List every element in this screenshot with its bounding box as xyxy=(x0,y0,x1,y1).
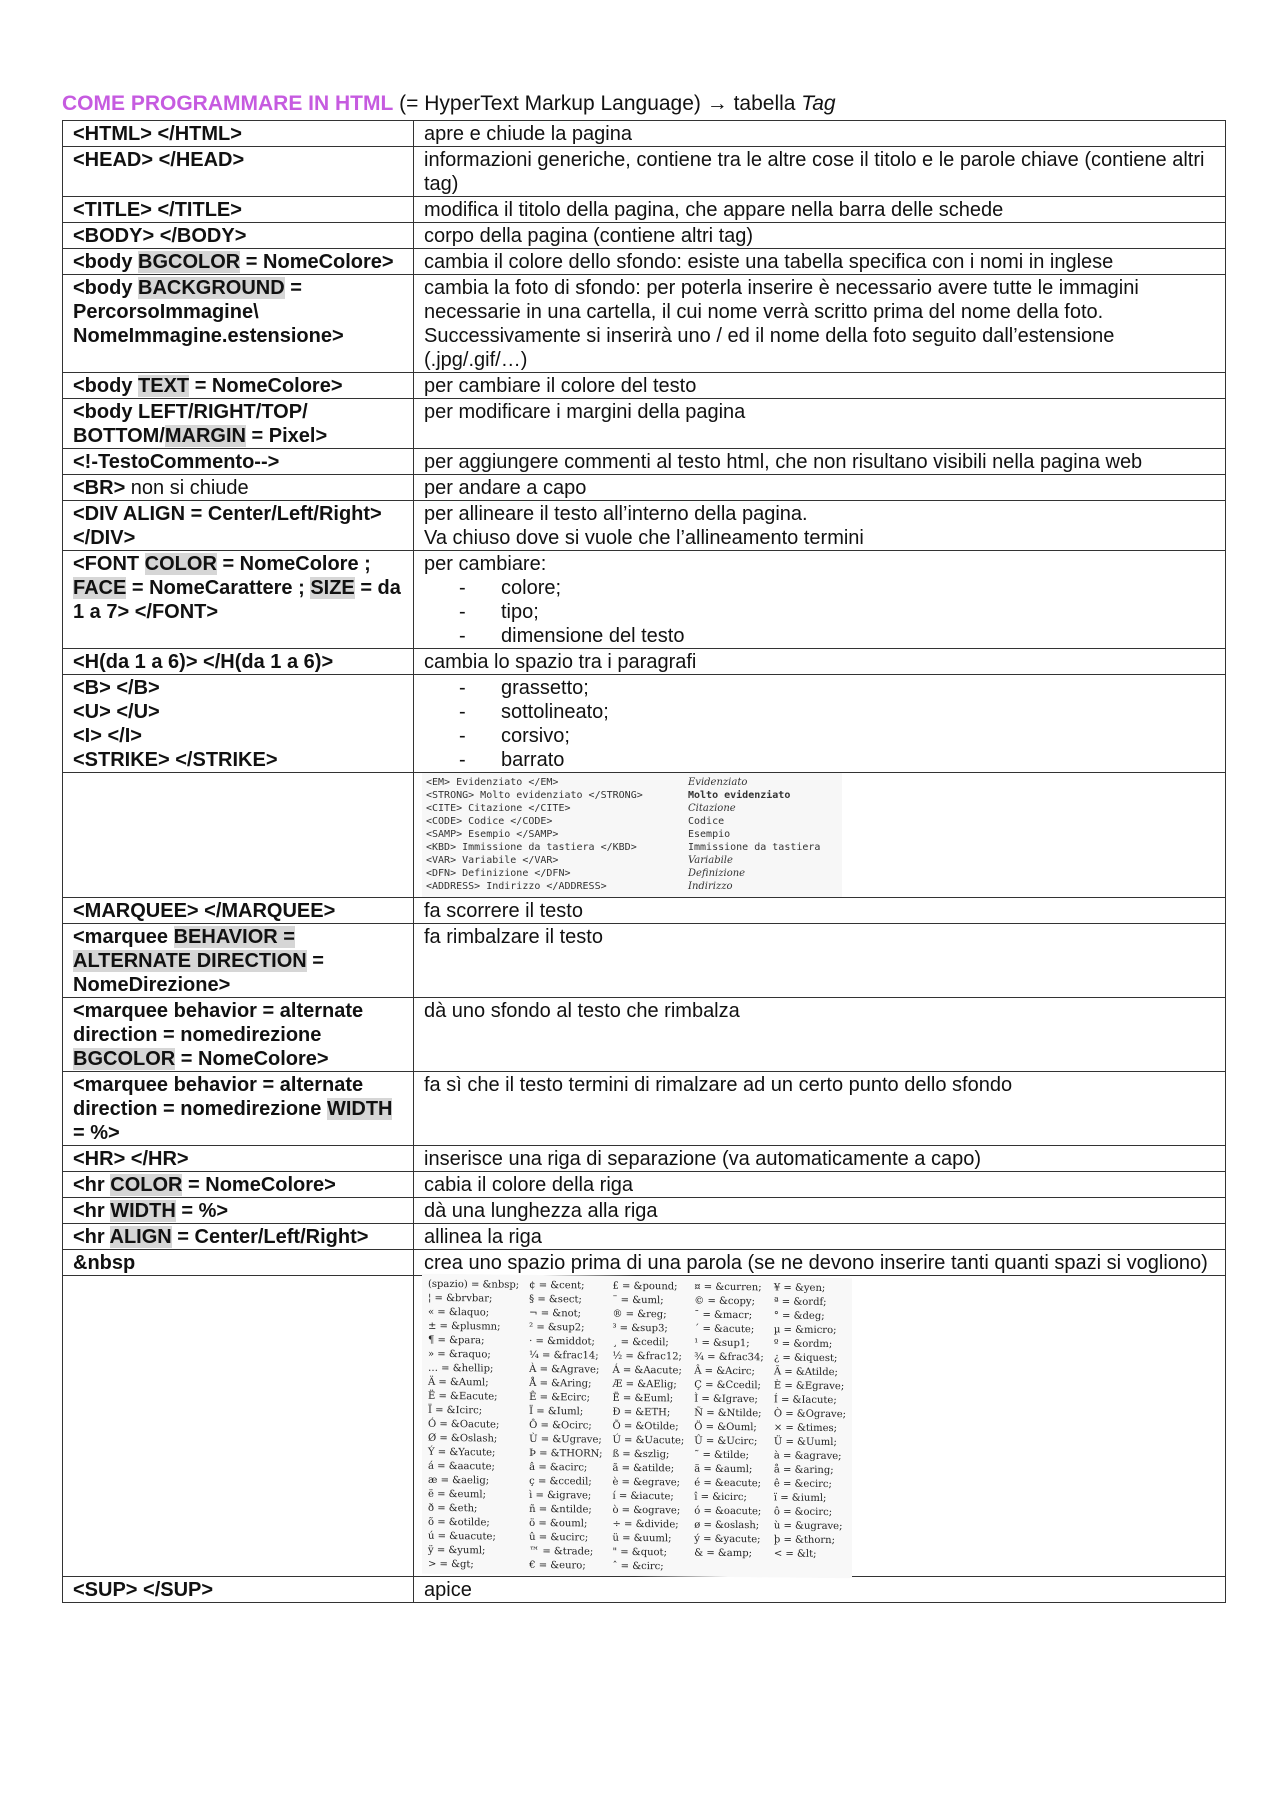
entity-line: ô = &ocirc; xyxy=(773,1506,833,1519)
entity-line: ² = &sup2; xyxy=(529,1321,585,1334)
table-row xyxy=(63,373,1226,399)
highlighted-attribute: COLOR xyxy=(110,1174,183,1196)
entity-column xyxy=(529,1279,602,1572)
table-row xyxy=(63,773,1226,898)
tag-part: <body xyxy=(73,277,139,299)
table-row xyxy=(63,475,1226,501)
entity-line: þ = &thorn; xyxy=(773,1534,835,1547)
tag-cell xyxy=(63,1276,414,1577)
entity-line: Ø = &Oslash; xyxy=(428,1432,498,1445)
tag-cell xyxy=(63,1072,414,1146)
entity-line: … = &hellip; xyxy=(428,1362,494,1375)
entity-column xyxy=(428,1278,519,1571)
entity-line: Å = &Aring; xyxy=(529,1377,592,1390)
entity-line: Á = &Aacute; xyxy=(612,1364,682,1377)
desc-cell: inserisce una riga di separazione (va automaticamente a capo) xyxy=(414,1146,1226,1172)
code-line: <ADDRESS> Indirizzo </ADDRESS> xyxy=(426,881,607,892)
desc-cell: cambia lo spazio tra i paragrafi xyxy=(414,649,1226,675)
entity-line: × = &times; xyxy=(773,1422,838,1435)
entity-line: ´ = &acute; xyxy=(694,1323,755,1336)
list-item: - grassetto; xyxy=(459,676,1215,700)
code-line: <CITE> Citazione </CITE> xyxy=(426,803,571,814)
highlighted-attribute: TEXT xyxy=(138,375,190,397)
entity-line: ª = &ordf; xyxy=(773,1296,827,1308)
list-item: - barrato xyxy=(459,748,1215,772)
entity-line: Þ = &THORN; xyxy=(529,1447,603,1460)
tag-line: <B> </B> xyxy=(73,677,160,699)
table-row xyxy=(63,1072,1226,1146)
entity-line: µ = &micro; xyxy=(773,1324,837,1337)
table-row xyxy=(63,449,1226,475)
document-page xyxy=(62,90,1226,1603)
entity-line: ¼ = &frac14; xyxy=(529,1349,599,1362)
tag-cell xyxy=(63,1224,414,1250)
entity-line: è = &egrave; xyxy=(612,1476,681,1489)
highlighted-attribute: BACKGROUND xyxy=(138,277,285,299)
table-row xyxy=(63,1146,1226,1172)
desc-cell: apre e chiude la pagina xyxy=(414,121,1226,147)
entity-line: Ý = &Yacute; xyxy=(428,1446,496,1459)
entity-line: Ï = &Icirc; xyxy=(428,1404,483,1417)
entity-line: À = &Agrave; xyxy=(529,1363,600,1376)
title-italic: Tag xyxy=(801,92,836,115)
entity-line: " = &quot; xyxy=(612,1546,667,1559)
entity-line: ý = &yacute; xyxy=(694,1533,761,1546)
dash-list xyxy=(424,576,1215,648)
table-row xyxy=(63,121,1226,147)
tag-part: = NomeColore> xyxy=(182,1174,336,1196)
tag-part: = NomeCarattere ; xyxy=(126,577,311,599)
tag-line: <U> </U> xyxy=(73,701,160,723)
entity-line: ø = &oslash; xyxy=(694,1519,760,1532)
entity-line: Õ = &Otilde; xyxy=(612,1420,679,1433)
tag-part: = %> xyxy=(175,1200,229,1222)
tag-cell xyxy=(63,249,414,275)
entity-line: ° = &deg; xyxy=(773,1310,825,1322)
table-row xyxy=(63,275,1226,373)
desc-cell: per modificare i margini della pagina xyxy=(414,399,1226,449)
tag-part: = NomeDirezione> xyxy=(73,950,324,996)
tag-part: = PercorsoImmagine\ NomeImmagine.estensione> xyxy=(73,277,344,347)
entity-line: ¯ = &macr; xyxy=(694,1309,753,1322)
desc-cell: per andare a capo xyxy=(414,475,1226,501)
entity-line: Ö = &Ouml; xyxy=(694,1421,757,1434)
entity-line: ¦ = &brvbar; xyxy=(428,1292,493,1305)
tag-part: = da 1 a 7> </FONT> xyxy=(73,577,401,623)
entities-image xyxy=(422,1274,852,1579)
entity-line: ¿ = &iquest; xyxy=(773,1352,838,1365)
entity-line: Ë = &Euml; xyxy=(612,1392,674,1405)
entity-line: ù = &ugrave; xyxy=(773,1520,843,1533)
tag-cell: &nbsp xyxy=(63,1250,414,1276)
desc-cell: corpo della pagina (contiene altri tag) xyxy=(414,223,1226,249)
tag-cell xyxy=(63,373,414,399)
desc-cell xyxy=(414,501,1226,551)
tag-cell: <DIV ALIGN = Center/Left/Right> </DIV> xyxy=(63,501,414,551)
desc-cell xyxy=(414,551,1226,649)
rendered-line: Esempio xyxy=(688,829,731,840)
entity-line: Ú = &Uacute; xyxy=(612,1434,685,1447)
entity-line: ó = &oacute; xyxy=(694,1505,762,1518)
entity-line: £ = &pound; xyxy=(612,1280,678,1293)
entity-line: ¸ = &cedil; xyxy=(612,1336,669,1349)
entity-line: Ô = &Ocirc; xyxy=(529,1419,592,1432)
highlighted-attribute: BGCOLOR xyxy=(138,251,241,273)
rendered-line: Definizione xyxy=(688,868,746,879)
entity-line: æ = &aelig; xyxy=(428,1474,490,1487)
desc-cell: fa sì che il testo termini di rimalzare ad un certo punto dello sfondo xyxy=(414,1072,1226,1146)
highlighted-attribute: ALIGN xyxy=(109,1226,172,1248)
tag-part: = NomeColore ; xyxy=(216,553,371,575)
tag-part: = NomeColore> xyxy=(189,375,343,397)
tag-part: <marquee behavior = alternate direction = nomedirezione xyxy=(73,1074,364,1120)
entity-line: ß = &szlig; xyxy=(612,1448,670,1461)
tag-part: <FONT xyxy=(73,553,145,575)
entity-line: é = &eacute; xyxy=(694,1477,762,1490)
entity-line: Ê = &Ecirc; xyxy=(529,1391,590,1404)
tag-cell xyxy=(63,275,414,373)
title-main: COME PROGRAMMARE IN HTML xyxy=(62,92,394,115)
entity-line: ê = &ecirc; xyxy=(773,1478,832,1491)
code-line: <STRONG> Molto evidenziato </STRONG> xyxy=(426,790,643,801)
tag-part: <body xyxy=(73,251,139,273)
table-row xyxy=(63,197,1226,223)
tag-part: <hr xyxy=(73,1226,110,1248)
entity-line: Ó = &Oacute; xyxy=(428,1418,500,1431)
list-item: - colore; xyxy=(459,576,1215,600)
entity-line: Ò = &Ograve; xyxy=(773,1408,846,1421)
tag-cell: <MARQUEE> </MARQUEE> xyxy=(63,898,414,924)
tag-cell xyxy=(63,551,414,649)
rendered-line: Molto evidenziato xyxy=(688,790,791,801)
entity-column xyxy=(694,1281,764,1574)
entity-line: Ñ = &Ntilde; xyxy=(694,1407,762,1420)
desc-line: per allineare il testo all’interno della pagina. xyxy=(424,503,808,525)
entity-line: Æ = &AElig; xyxy=(612,1378,677,1391)
entity-line: å = &aring; xyxy=(773,1464,834,1477)
entity-line: ã = &atilde; xyxy=(612,1462,675,1475)
entity-line: € = &euro; xyxy=(529,1559,586,1572)
table-row xyxy=(63,1224,1226,1250)
entity-line: î = &icirc; xyxy=(694,1491,747,1504)
entity-line: ì = &igrave; xyxy=(529,1489,592,1502)
entity-line: ³ = &sup3; xyxy=(612,1322,668,1335)
entity-line: õ = &otilde; xyxy=(428,1516,490,1529)
entity-line: ö = &ouml; xyxy=(529,1517,588,1530)
entity-line: © = &copy; xyxy=(694,1295,755,1308)
tag-cell xyxy=(63,475,414,501)
entity-line: ü = &uuml; xyxy=(612,1532,672,1545)
entity-line: Ä = &Auml; xyxy=(428,1376,489,1389)
image-cell xyxy=(414,773,1226,898)
entity-line: & = &amp; xyxy=(694,1547,753,1560)
image-cell xyxy=(414,1276,1226,1577)
entity-line: § = &sect; xyxy=(529,1293,582,1306)
rendered-line: Codice xyxy=(688,816,725,827)
tag-cell: <BODY> </BODY> xyxy=(63,223,414,249)
entity-line: ð = &eth; xyxy=(428,1502,478,1515)
table-row xyxy=(63,898,1226,924)
desc-cell: per cambiare il colore del testo xyxy=(414,373,1226,399)
table-row xyxy=(63,1198,1226,1224)
entity-line: í = &iacute; xyxy=(612,1490,674,1503)
title-subtitle: (= HyperText Markup Language) → tabella xyxy=(393,92,802,115)
entity-line: ™ = &trade; xyxy=(529,1545,594,1558)
entity-line: ¶ = &para; xyxy=(428,1334,485,1347)
table-row xyxy=(63,1577,1226,1603)
tag-cell xyxy=(63,924,414,998)
table-row xyxy=(63,924,1226,998)
desc-line: per cambiare: xyxy=(424,553,547,575)
table-row xyxy=(63,501,1226,551)
entity-line: Ð = &ETH; xyxy=(612,1406,671,1419)
tag-cell: <!-TestoCommento--> xyxy=(63,449,414,475)
tag-part: <marquee behavior = alternate direction = nomedirezione xyxy=(73,1000,364,1046)
rendered-line: Citazione xyxy=(688,803,736,814)
entity-line: Ã = &Atilde; xyxy=(773,1366,838,1379)
tag-cell xyxy=(63,399,414,449)
tag-cell xyxy=(63,1172,414,1198)
entity-line: ç = &ccedil; xyxy=(529,1475,592,1488)
highlighted-attribute: BEHAVIOR = ALTERNATE DIRECTION xyxy=(73,926,307,972)
tag-part: <BR> xyxy=(73,477,126,499)
entity-line: (spazio) = &nbsp; xyxy=(428,1278,520,1291)
tag-part: <body LEFT/RIGHT/TOP/ BOTTOM/ xyxy=(73,401,308,447)
code-line: <VAR> Variabile </VAR> xyxy=(426,855,559,866)
desc-cell: per aggiungere commenti al testo html, che non risultano visibili nella pagina web xyxy=(414,449,1226,475)
table-row xyxy=(63,1172,1226,1198)
page-title xyxy=(62,90,1226,118)
list-item: - tipo; xyxy=(459,600,1215,624)
desc-cell: cabia il colore della riga xyxy=(414,1172,1226,1198)
tag-part: = %> xyxy=(73,1122,120,1144)
entity-column xyxy=(774,1281,846,1574)
tag-table xyxy=(62,120,1226,1603)
tag-part: = NomeColore> xyxy=(175,1048,329,1070)
dash-list xyxy=(424,676,1215,772)
tag-part: = NomeColore> xyxy=(240,251,394,273)
entity-line: ¬ = &not; xyxy=(529,1307,582,1320)
entity-line: Ï = &Iuml; xyxy=(529,1405,584,1418)
rendered-line: Immissione da tastiera xyxy=(688,842,821,853)
table-row xyxy=(63,223,1226,249)
entity-line: ñ = &ntilde; xyxy=(529,1503,592,1516)
rendered-column xyxy=(688,776,820,894)
entity-line: Í = &Iacute; xyxy=(773,1394,837,1407)
entity-line: à = &agrave; xyxy=(773,1450,842,1463)
code-line: <CODE> Codice </CODE> xyxy=(426,816,553,827)
entity-line: ¨ = &uml; xyxy=(612,1294,664,1307)
highlighted-attribute: COLOR xyxy=(144,553,217,575)
tag-cell xyxy=(63,1198,414,1224)
tag-cell xyxy=(63,773,414,898)
code-column xyxy=(426,776,688,894)
tag-note: non si chiude xyxy=(125,477,249,499)
desc-cell: fa rimbalzare il testo xyxy=(414,924,1226,998)
tag-cell: <HR> </HR> xyxy=(63,1146,414,1172)
entity-line: û = &ucirc; xyxy=(529,1531,589,1544)
tag-cell xyxy=(63,675,414,773)
entity-line: » = &raquo; xyxy=(428,1348,491,1361)
table-row xyxy=(63,249,1226,275)
tag-cell: <HEAD> </HEAD> xyxy=(63,147,414,197)
highlighted-attribute: FACE xyxy=(73,577,127,599)
entity-line: Ù = &Ugrave; xyxy=(529,1433,602,1446)
desc-cell: cambia la foto di sfondo: per poterla inserire è necessario avere tutte le immagini necessarie in una cartella, il cui nome verrà scritto prima del nome della foto. Successivamente si inserirà uno / ed il nome della foto seguito dall’estensione (.jpg/.gif/…) xyxy=(414,275,1226,373)
desc-cell: informazioni generiche, contiene tra le altre cose il titolo e le parole chiave (contiene altri tag) xyxy=(414,147,1226,197)
tag-part: <body xyxy=(73,375,139,397)
entity-line: ¾ = &frac34; xyxy=(694,1351,764,1364)
desc-line: Va chiuso dove si vuole che l’allineamento termini xyxy=(424,527,864,549)
tag-cell xyxy=(63,998,414,1072)
entity-column xyxy=(612,1280,684,1573)
highlighted-attribute: SIZE xyxy=(310,577,355,599)
entity-line: ò = &ograve; xyxy=(612,1504,681,1517)
entity-line: ä = &auml; xyxy=(694,1463,753,1476)
code-line: <DFN> Definizione </DFN> xyxy=(426,868,571,879)
desc-cell: apice xyxy=(414,1577,1226,1603)
entity-line: > = &gt; xyxy=(428,1558,474,1571)
entity-line: ¤ = &curren; xyxy=(694,1281,762,1294)
entity-line: ÷ = &divide; xyxy=(612,1518,679,1531)
desc-cell xyxy=(414,675,1226,773)
entity-line: Ç = &Ccedil; xyxy=(694,1379,761,1392)
tag-line: <STRIKE> </STRIKE> xyxy=(73,749,278,771)
tag-part: = Pixel> xyxy=(245,425,328,447)
entity-line: Ü = &Uuml; xyxy=(773,1436,837,1449)
tag-cell: <SUP> </SUP> xyxy=(63,1577,414,1603)
list-item: - corsivo; xyxy=(459,724,1215,748)
table-row xyxy=(63,1276,1226,1577)
entity-line: ÿ = &yuml; xyxy=(428,1544,486,1557)
entity-line: ¹ = &sup1; xyxy=(694,1337,750,1350)
entity-line: ® = &reg; xyxy=(612,1308,667,1321)
tag-cell: <HTML> </HTML> xyxy=(63,121,414,147)
list-item: - sottolineato; xyxy=(459,700,1215,724)
entity-line: Â = &Acirc; xyxy=(694,1365,755,1378)
table-row xyxy=(63,675,1226,773)
tag-part: <hr xyxy=(73,1200,111,1222)
table-row xyxy=(63,147,1226,197)
entity-line: ¢ = &cent; xyxy=(529,1279,585,1292)
table-row xyxy=(63,649,1226,675)
tag-cell: <H(da 1 a 6)> </H(da 1 a 6)> xyxy=(63,649,414,675)
entity-line: ï = &iuml; xyxy=(773,1492,827,1504)
table-row xyxy=(63,1250,1226,1276)
entity-line: ˆ = &circ; xyxy=(612,1560,664,1573)
rendered-line: Indirizzo xyxy=(688,881,733,892)
tag-line: <I> </I> xyxy=(73,725,142,747)
highlighted-attribute: WIDTH xyxy=(326,1098,393,1120)
code-line: <SAMP> Esempio </SAMP> xyxy=(426,829,559,840)
entity-line: ½ = &frac12; xyxy=(612,1350,682,1363)
entity-line: · = &middot; xyxy=(529,1335,595,1348)
entity-line: Û = &Ucirc; xyxy=(694,1435,758,1448)
entity-line: ë = &euml; xyxy=(428,1488,486,1501)
entity-line: á = &aacute; xyxy=(428,1460,495,1473)
desc-cell: dà una lunghezza alla riga xyxy=(414,1198,1226,1224)
desc-cell: allinea la riga xyxy=(414,1224,1226,1250)
highlighted-attribute: BGCOLOR xyxy=(73,1048,176,1070)
entity-line: â = &acirc; xyxy=(529,1461,588,1474)
code-line: <EM> Evidenziato </EM> xyxy=(426,777,559,788)
code-line: <KBD> Immissione da tastiera </KBD> xyxy=(426,842,637,853)
entity-line: ¥ = &yen; xyxy=(773,1282,826,1294)
desc-cell: crea uno spazio prima di una parola (se ne devono inserire tanti quanti spazi si vogliono) xyxy=(414,1250,1226,1276)
desc-cell: cambia il colore dello sfondo: esiste una tabella specifica con i nomi in inglese xyxy=(414,249,1226,275)
tag-part: <marquee xyxy=(73,926,174,948)
rendered-line: Evidenziato xyxy=(688,777,748,788)
entity-line: ± = &plusmn; xyxy=(428,1320,501,1333)
entity-line: º = &ordm; xyxy=(773,1338,833,1351)
entity-line: ú = &uacute; xyxy=(428,1530,496,1543)
phrase-tags-image xyxy=(422,773,842,897)
entity-line: Ì = &Igrave; xyxy=(694,1393,758,1406)
tag-part: <hr xyxy=(73,1174,111,1196)
desc-cell: fa scorrere il testo xyxy=(414,898,1226,924)
table-row xyxy=(63,399,1226,449)
entity-line: Ë = &Eacute; xyxy=(428,1390,498,1403)
tag-part: = Center/Left/Right> xyxy=(171,1226,369,1248)
table-row xyxy=(63,998,1226,1072)
entity-line: « = &laquo; xyxy=(428,1306,490,1319)
highlighted-attribute: WIDTH xyxy=(110,1200,176,1222)
desc-cell: dà uno sfondo al testo che rimbalza xyxy=(414,998,1226,1072)
entity-line: < = &lt; xyxy=(773,1548,817,1560)
tag-cell: <TITLE> </TITLE> xyxy=(63,197,414,223)
list-item: - dimensione del testo xyxy=(459,624,1215,648)
table-row xyxy=(63,551,1226,649)
rendered-line: Variabile xyxy=(688,855,733,866)
entity-line: È = &Egrave; xyxy=(773,1380,845,1393)
desc-cell: modifica il titolo della pagina, che appare nella barra delle schede xyxy=(414,197,1226,223)
highlighted-attribute: MARGIN xyxy=(164,425,246,447)
entity-line: ˜ = &tilde; xyxy=(694,1449,750,1462)
